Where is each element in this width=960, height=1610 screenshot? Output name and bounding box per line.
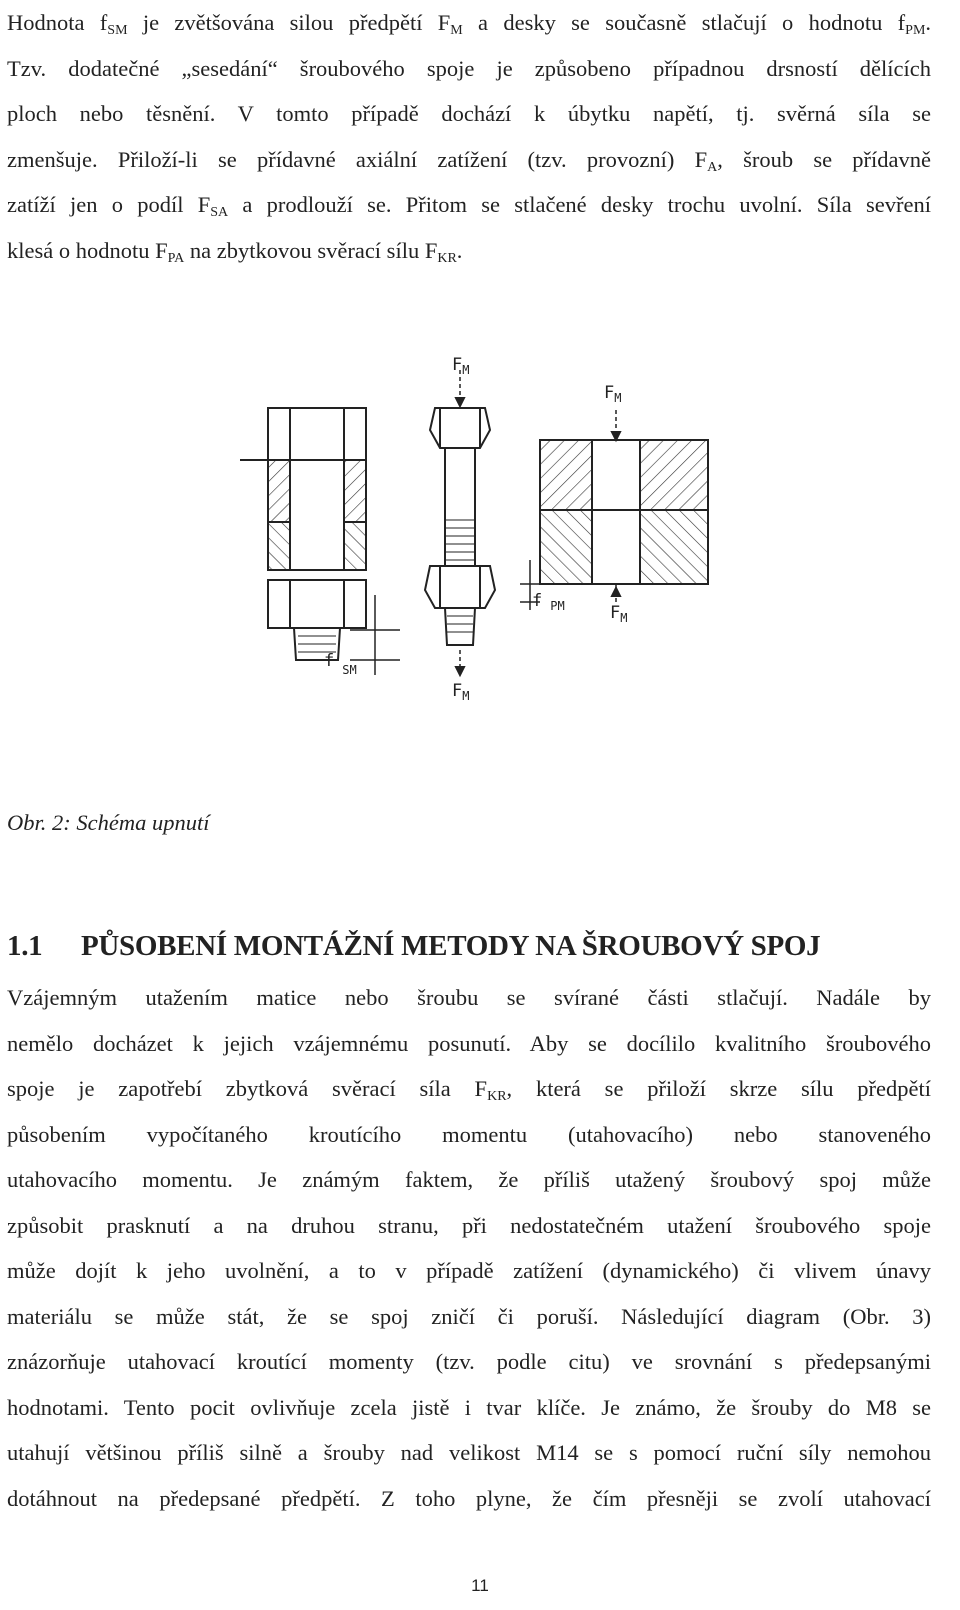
subscript: SM <box>107 23 128 38</box>
text-line <box>7 1339 931 1385</box>
clamping-schematic-figure <box>240 340 960 720</box>
intro-paragraph <box>7 0 931 273</box>
text-segment: . <box>925 10 932 35</box>
fm-right-top-label: $F_M$ <box>604 383 622 405</box>
section-title: PŮSOBENÍ MONTÁŽNÍ METODY NA ŠROUBOVÝ SPOJ <box>81 930 821 962</box>
text-line <box>7 182 931 228</box>
text-line <box>7 1476 931 1522</box>
text-segment: způsobit prasknutí a na druhou stranu, při nedostatečném utažení šroubového spoje <box>7 1212 931 1238</box>
text-segment: Tzv. dodatečné „sesedání“ šroubového spoje je způsobeno případnou drsností dělících <box>7 55 931 81</box>
text-line <box>7 1248 931 1294</box>
section-number: 1.1 <box>7 930 43 962</box>
subscript: A <box>707 159 718 175</box>
text-line <box>7 1385 931 1431</box>
text-segment: dotáhnout na předepsané předpětí. Z toho plyne, že čím přesněji se zvolí utahovací <box>7 1485 931 1511</box>
text-segment: a prodlouží se. Přitom se stlačené desky trochu uvolní. Síla sevření <box>228 192 931 217</box>
subscript: M <box>450 23 463 38</box>
text-segment: na zbytkovou svěrací sílu F <box>184 237 438 263</box>
section-heading <box>7 930 820 963</box>
text-segment: Hodnota f <box>7 10 108 35</box>
page-number: 11 <box>471 1576 489 1595</box>
text-line <box>7 1112 931 1158</box>
subscript: PM <box>905 23 926 38</box>
assembly-bolt-alone <box>425 370 495 675</box>
text-segment: působením vypočítaného kroutícího momentu (utahovacího) nebo stanoveného <box>7 1121 931 1147</box>
text-line <box>7 137 931 183</box>
text-segment: materiálu se může stát, že se spoj zničí či poruší. Následující diagram (Obr. 3) <box>7 1303 931 1329</box>
text-segment: zatíží jen o podíl F <box>7 192 211 217</box>
text-segment: znázorňuje utahovací kroutící momenty (tzv. podle citu) ve srovnání s předepsanými <box>7 1349 931 1374</box>
text-segment: zmenšuje. Přiloží-li se přídavné axiální zatížení (tzv. provozní) F <box>7 146 708 172</box>
text-segment: může dojít k jeho uvolnění, a to v případě zatížení (dynamického) či vlivem únavy <box>7 1258 931 1283</box>
text-segment: klesá o hodnotu F <box>7 237 168 263</box>
text-segment: . <box>456 237 463 263</box>
text-segment: utahovacího momentu. Je známým faktem, že příliš utažený šroubový spoj může <box>7 1167 931 1192</box>
text-line <box>7 46 931 92</box>
text-segment: Vzájemným utažením matice nebo šroubu se svírané části stlačují. Nadále by <box>7 985 931 1010</box>
text-line <box>7 975 931 1021</box>
text-line <box>7 1157 931 1203</box>
text-line <box>7 1021 931 1067</box>
body-paragraph <box>7 975 931 1521</box>
figure-caption: Obr. 2: Schéma upnutí <box>7 810 210 835</box>
text-line <box>7 1430 931 1476</box>
subscript: SA <box>210 205 229 220</box>
text-segment: hodnotami. Tento pocit ovlivňuje zcela jistě i tvar klíče. Je známo, že šrouby do M8 se <box>7 1394 931 1420</box>
fm-bottom-label: $F_M$ <box>452 681 470 703</box>
text-segment: spoje je zapotřebí zbytková svěrací síla F <box>7 1076 488 1101</box>
subscript: PA <box>167 250 185 266</box>
fpm-label: f $_{PM}$ <box>532 591 565 613</box>
text-line <box>7 228 931 274</box>
text-line <box>7 0 931 46</box>
text-segment: je zvětšována silou předpětí F <box>127 10 451 35</box>
subscript: KR <box>437 250 457 266</box>
fsm-label: f $_{SM}$ <box>324 651 357 677</box>
text-segment: a desky se současně stlačují o hodnotu f <box>462 10 906 35</box>
text-segment: ploch nebo těsnění. V tomto případě dochází k úbytku napětí, tj. svěrná síla se <box>7 101 931 126</box>
text-segment: nemělo docházet k jejich vzájemnému posunutí. Aby se docílilo kvalitního šroubového <box>7 1030 931 1056</box>
text-line <box>7 91 931 137</box>
text-segment: , šroub se přídavně <box>717 146 931 172</box>
text-line <box>7 1066 931 1112</box>
subscript: KR <box>487 1089 507 1104</box>
text-line <box>7 1203 931 1249</box>
assembly-plates-alone <box>520 410 708 610</box>
text-segment: utahují většinou příliš silně a šrouby nad velikost M14 se s pomocí ruční síly nemohou <box>7 1440 931 1465</box>
text-line <box>7 1294 931 1340</box>
fm-top-label: $F_M$ <box>452 355 470 377</box>
assembly-bolted-joint <box>240 408 366 660</box>
fm-right-bottom-label: $F_M$ <box>610 603 628 625</box>
text-segment: , která se přiloží skrze sílu předpětí <box>506 1076 931 1101</box>
